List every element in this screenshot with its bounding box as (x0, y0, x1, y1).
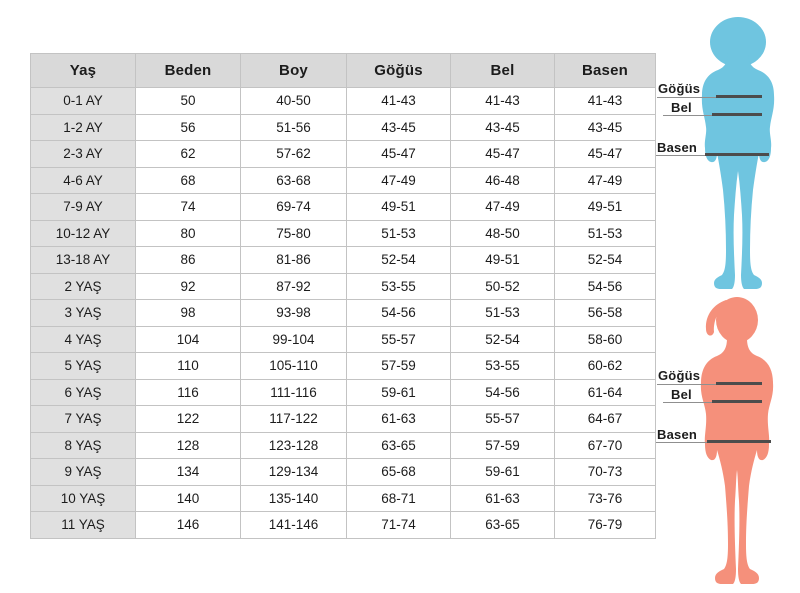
table-cell: 65-68 (347, 459, 451, 486)
table-cell: 69-74 (241, 194, 347, 221)
row-header-cell: 4-6 AY (31, 167, 136, 194)
bottom-chest-label: Göğüs (658, 368, 701, 383)
table-cell: 63-65 (451, 512, 555, 539)
table-cell: 57-62 (241, 141, 347, 168)
table-cell: 86 (136, 247, 241, 274)
table-cell: 117-122 (241, 406, 347, 433)
table-row (31, 194, 656, 221)
table-cell: 81-86 (241, 247, 347, 274)
table-cell: 105-110 (241, 353, 347, 380)
table-cell: 110 (136, 353, 241, 380)
table-cell: 47-49 (451, 194, 555, 221)
bottom-waist-measure-line (712, 400, 762, 403)
table-cell: 63-65 (347, 432, 451, 459)
table-cell: 53-55 (451, 353, 555, 380)
column-header-cell: Yaş (31, 54, 136, 88)
table-cell: 45-47 (451, 141, 555, 168)
table-cell: 71-74 (347, 512, 451, 539)
table-cell: 122 (136, 406, 241, 433)
table-cell: 51-53 (347, 220, 451, 247)
table-cell: 55-57 (347, 326, 451, 353)
silhouette-body (702, 53, 774, 289)
row-header-cell: 13-18 AY (31, 247, 136, 274)
bottom-hips-label: Basen (657, 427, 698, 442)
girl-silhouette-figure (678, 296, 796, 593)
table-cell: 50 (136, 88, 241, 115)
table-cell: 70-73 (555, 459, 656, 486)
column-header-cell: Boy (241, 54, 347, 88)
table-cell: 48-50 (451, 220, 555, 247)
table-cell: 68-71 (347, 485, 451, 512)
top-hips-label: Basen (657, 140, 698, 155)
table-cell: 58-60 (555, 326, 656, 353)
table-cell: 53-55 (347, 273, 451, 300)
table-cell: 74 (136, 194, 241, 221)
table-cell: 67-70 (555, 432, 656, 459)
table-cell: 68 (136, 167, 241, 194)
size-chart-table (30, 53, 656, 539)
row-header-cell: 1-2 AY (31, 114, 136, 141)
table-cell: 60-62 (555, 353, 656, 380)
table-cell: 47-49 (347, 167, 451, 194)
table-cell: 134 (136, 459, 241, 486)
table-cell: 135-140 (241, 485, 347, 512)
table-cell: 56-58 (555, 300, 656, 327)
table-cell: 87-92 (241, 273, 347, 300)
table-row (31, 353, 656, 380)
row-header-cell: 7 YAŞ (31, 406, 136, 433)
row-header-cell: 10-12 AY (31, 220, 136, 247)
table-cell: 57-59 (347, 353, 451, 380)
table-row (31, 114, 656, 141)
table-cell: 141-146 (241, 512, 347, 539)
table-row (31, 432, 656, 459)
row-header-cell: 0-1 AY (31, 88, 136, 115)
table-cell: 98 (136, 300, 241, 327)
top-waist-label: Bel (671, 100, 692, 115)
table-cell: 59-61 (451, 459, 555, 486)
top-chest-label: Göğüs (658, 81, 701, 96)
size-table-body (31, 88, 656, 539)
table-cell: 45-47 (555, 141, 656, 168)
row-header-cell: 2 YAŞ (31, 273, 136, 300)
table-cell: 123-128 (241, 432, 347, 459)
row-header-cell: 7-9 AY (31, 194, 136, 221)
row-header-cell: 10 YAŞ (31, 485, 136, 512)
table-cell: 49-51 (347, 194, 451, 221)
table-cell: 51-53 (555, 220, 656, 247)
table-cell: 41-43 (451, 88, 555, 115)
top-waist-measure-line (712, 113, 762, 116)
table-cell: 54-56 (555, 273, 656, 300)
column-header-cell: Basen (555, 54, 656, 88)
table-cell: 51-56 (241, 114, 347, 141)
table-cell: 99-104 (241, 326, 347, 353)
child-silhouette-figure (680, 15, 792, 297)
table-row (31, 459, 656, 486)
table-row (31, 300, 656, 327)
table-cell: 54-56 (347, 300, 451, 327)
bottom-waist-label: Bel (671, 387, 692, 402)
table-cell: 61-64 (555, 379, 656, 406)
table-row (31, 273, 656, 300)
table-header-row (31, 54, 656, 88)
table-cell: 111-116 (241, 379, 347, 406)
table-cell: 43-45 (451, 114, 555, 141)
row-header-cell: 11 YAŞ (31, 512, 136, 539)
row-header-cell: 4 YAŞ (31, 326, 136, 353)
table-cell: 59-61 (347, 379, 451, 406)
top-chest-measure-line (716, 95, 762, 98)
column-header-cell: Bel (451, 54, 555, 88)
row-header-cell: 2-3 AY (31, 141, 136, 168)
bottom-chest-measure-line (716, 382, 762, 385)
table-cell: 55-57 (451, 406, 555, 433)
table-cell: 43-45 (555, 114, 656, 141)
top-hips-measure-line (705, 153, 769, 156)
table-cell: 46-48 (451, 167, 555, 194)
table-cell: 61-63 (451, 485, 555, 512)
table-cell: 128 (136, 432, 241, 459)
table-cell: 41-43 (555, 88, 656, 115)
table-cell: 63-68 (241, 167, 347, 194)
table-cell: 93-98 (241, 300, 347, 327)
table-row (31, 220, 656, 247)
silhouette-head (716, 297, 758, 343)
table-cell: 56 (136, 114, 241, 141)
column-header-cell: Beden (136, 54, 241, 88)
table-row (31, 379, 656, 406)
silhouette-body (701, 338, 773, 584)
table-cell: 116 (136, 379, 241, 406)
table-cell: 54-56 (451, 379, 555, 406)
table-cell: 64-67 (555, 406, 656, 433)
table-row (31, 406, 656, 433)
table-cell: 52-54 (451, 326, 555, 353)
table-cell: 51-53 (451, 300, 555, 327)
table-cell: 40-50 (241, 88, 347, 115)
table-cell: 52-54 (347, 247, 451, 274)
bottom-hips-measure-line (707, 440, 771, 443)
table-row (31, 88, 656, 115)
table-cell: 61-63 (347, 406, 451, 433)
table-row (31, 167, 656, 194)
table-cell: 146 (136, 512, 241, 539)
table-cell: 49-51 (451, 247, 555, 274)
row-header-cell: 5 YAŞ (31, 353, 136, 380)
table-cell: 62 (136, 141, 241, 168)
table-cell: 50-52 (451, 273, 555, 300)
row-header-cell: 9 YAŞ (31, 459, 136, 486)
table-cell: 76-79 (555, 512, 656, 539)
table-cell: 49-51 (555, 194, 656, 221)
table-cell: 41-43 (347, 88, 451, 115)
row-header-cell: 8 YAŞ (31, 432, 136, 459)
table-cell: 75-80 (241, 220, 347, 247)
table-cell: 43-45 (347, 114, 451, 141)
table-cell: 47-49 (555, 167, 656, 194)
row-header-cell: 6 YAŞ (31, 379, 136, 406)
table-cell: 140 (136, 485, 241, 512)
table-cell: 92 (136, 273, 241, 300)
table-cell: 52-54 (555, 247, 656, 274)
table-cell: 80 (136, 220, 241, 247)
row-header-cell: 3 YAŞ (31, 300, 136, 327)
table-row (31, 326, 656, 353)
table-row (31, 512, 656, 539)
table-cell: 45-47 (347, 141, 451, 168)
table-cell: 73-76 (555, 485, 656, 512)
table-cell: 104 (136, 326, 241, 353)
table-cell: 57-59 (451, 432, 555, 459)
table-row (31, 141, 656, 168)
table-row (31, 485, 656, 512)
table-row (31, 247, 656, 274)
column-header-cell: Göğüs (347, 54, 451, 88)
table-cell: 129-134 (241, 459, 347, 486)
